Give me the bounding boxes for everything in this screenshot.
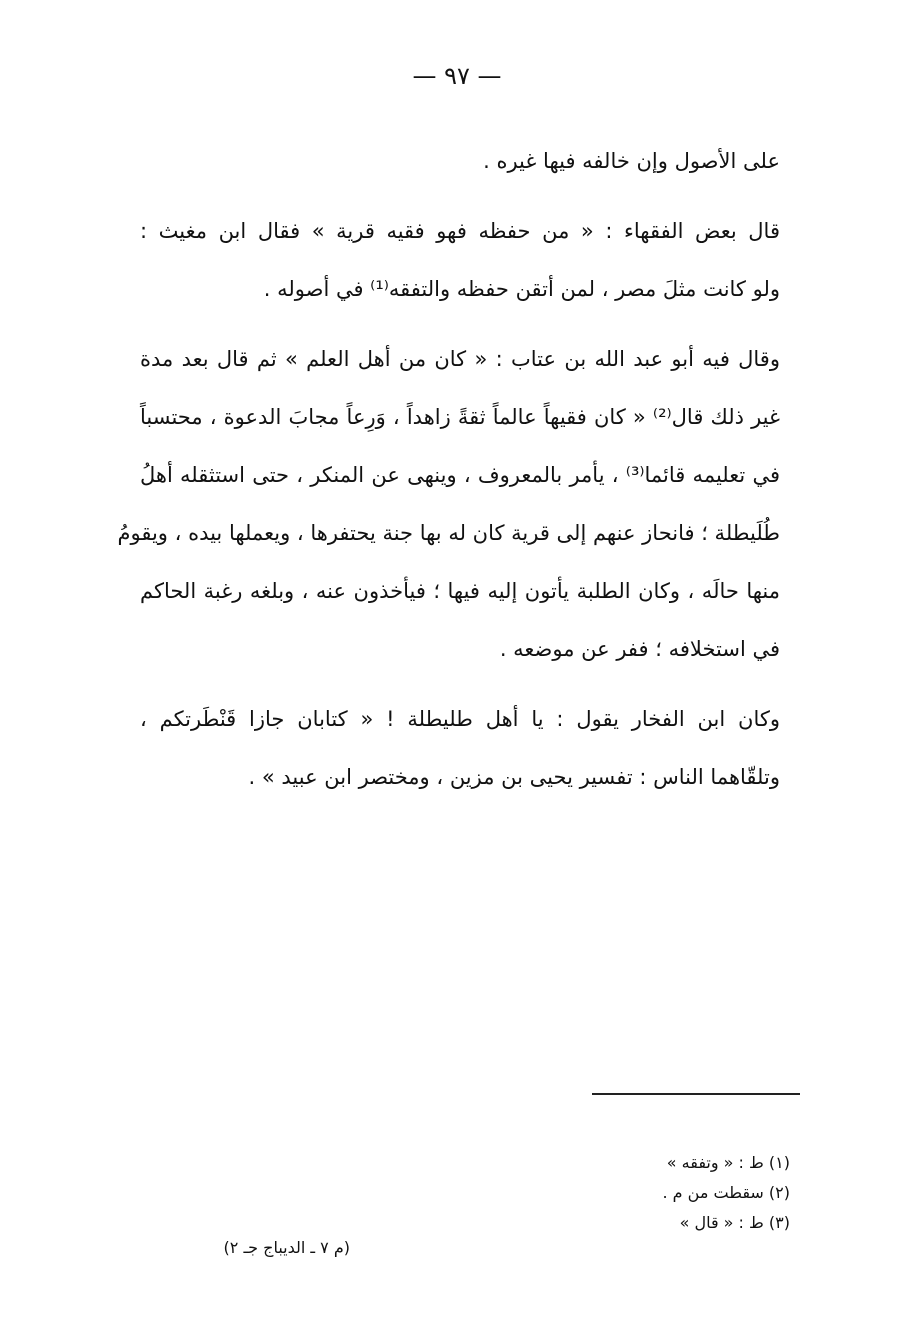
footnote: (٣) ط : « قال » (679, 1213, 790, 1232)
footnotes (500, 1148, 790, 1238)
text-line: ولو كانت مثلَ مصر ، لمن أتقن حفظه والتفقه⁽¹⁾ في أصوله . (263, 277, 780, 301)
text-line: وتلقّاهما الناس : تفسير يحيى بن مزين ، ومختصر ابن عبيد » . (248, 765, 780, 789)
signature-mark: (م ٧ ـ الديباج جـ ٢) (223, 1238, 350, 1257)
text-line: وقال فيه أبو عبد الله بن عتاب : « كان من أهل العلم » ثم قال بعد مدة (140, 347, 780, 371)
body-text (117, 132, 780, 806)
text-line: منها حالَه ، وكان الطلبة يأتون إليه فيها ؛ فيأخذون عنه ، وبلغه رغبة الحاكم (140, 579, 780, 603)
text-line: قال بعض الفقهاء : « من حفظه فهو فقيه قرية » فقال ابن مغيث : (140, 219, 780, 243)
footnote: (١) ط : « وتفقه » (666, 1153, 790, 1172)
footnote: (٢) سقطت من م . (662, 1183, 790, 1202)
text-line: في استخلافه ؛ ففر عن موضعه . (499, 637, 780, 661)
text-line: في تعليمه قائما⁽³⁾ ، يأمر بالمعروف ، وينهى عن المنكر ، حتى استثقله أهلُ (140, 463, 780, 487)
page-number: — ٩٧ — (412, 62, 502, 90)
text-line: طُلَيطلة ؛ فانحاز عنهم إلى قرية كان له بها جنة يحتفرها ، ويعملها بيده ، ويقومُ (117, 521, 780, 545)
text-line: غير ذلك قال⁽²⁾ « كان فقيهاً عالماً ثقةً زاهداً ، وَرِعاً مجابَ الدعوة ، محتسباً (140, 405, 780, 429)
text-line: وكان ابن الفخار يقول : يا أهل طليطلة ! « كتابان جازا قَنْطَرتكم ، (140, 707, 780, 731)
footnote-divider (592, 1093, 800, 1095)
text-line: على الأصول وإن خالفه فيها غيره . (483, 149, 780, 173)
